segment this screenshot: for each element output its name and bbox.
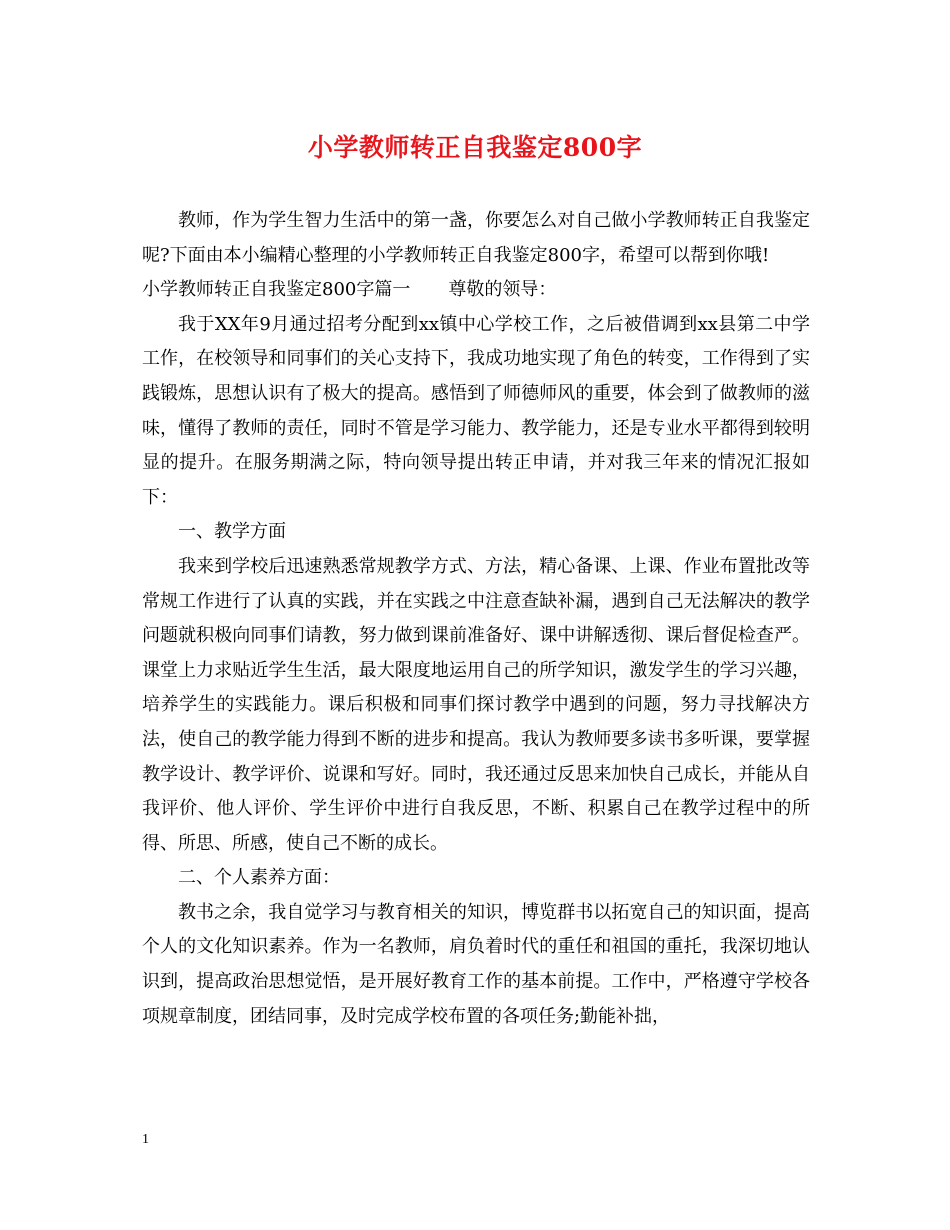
salutation: 尊敬的领导： <box>448 279 557 301</box>
heading-personal-quality: 二、个人素养方面： <box>178 867 340 889</box>
paragraph-personal-quality: 教书之余，我自觉学习与教育相关的知识，博览群书以拓宽自己的知识面，提高个人的文化知识素养。作为一名教师，肩负着时代的重任和祖国的重托，我深切地认识到，提高政治思想觉悟，是开展好教育工作的基本前提。工作中，严格遵守学校各项规章制度，团结同事，及时完成学校布置的各项任务;勤能补拙， <box>142 901 810 1027</box>
document-body <box>142 204 810 1034</box>
section-heading-line <box>142 273 810 308</box>
paragraph-teaching: 我来到学校后迅速熟悉常规教学方式、方法，精心备课、上课、作业布置批改等常规工作进行了认真的实践，并在实践之中注意查缺补漏，遇到自己无法解决的教学问题就积极向同事们请教，努力做到课前准备好、课中讲解透彻、课后督促检查严。课堂上力求贴近学生生活，最大限度地运用自己的所学知识，激发学生的学习兴趣，培养学生的实践能力。课后积极和同事们探讨教学中遇到的问题，努力寻找解决方法，使自己的教学能力得到不断的进步和提高。我认为教师要多读书多听课，要掌握教学设计、教学评价、说课和写好。同时，我还通过反思来加快自己成长，并能从自我评价、他人评价、学生评价中进行自我反思，不断、积累自己在教学过程中的所得、所思、所感，使自己不断的成长。 <box>142 555 810 854</box>
paragraph-employment: 我于XX年9月通过招考分配到xx镇中心学校工作，之后被借调到xx县第二中学工作，在校领导和同事们的关心支持下，我成功地实现了角色的转变，工作得到了实践锻炼，思想认识有了极大的提高。感悟到了师德师风的重要，体会到了做教师的滋味，懂得了教师的责任，同时不管是学习能力、教学能力，还是专业水平都得到较明显的提升。在服务期满之际，特向领导提出转正申请，并对我三年来的情况汇报如下： <box>142 313 810 508</box>
section-heading: 小学教师转正自我鉴定800字篇一 <box>142 279 411 301</box>
page-number: 1 <box>142 1132 149 1147</box>
document-title: 小学教师转正自我鉴定800字 <box>307 133 643 162</box>
heading-teaching: 一、教学方面 <box>178 521 286 543</box>
intro-paragraph: 教师，作为学生智力生活中的第一盏，你要怎么对自己做小学教师转正自我鉴定呢?下面由本小编精心整理的小学教师转正自我鉴定800字，希望可以帮到你哦! <box>142 210 810 266</box>
